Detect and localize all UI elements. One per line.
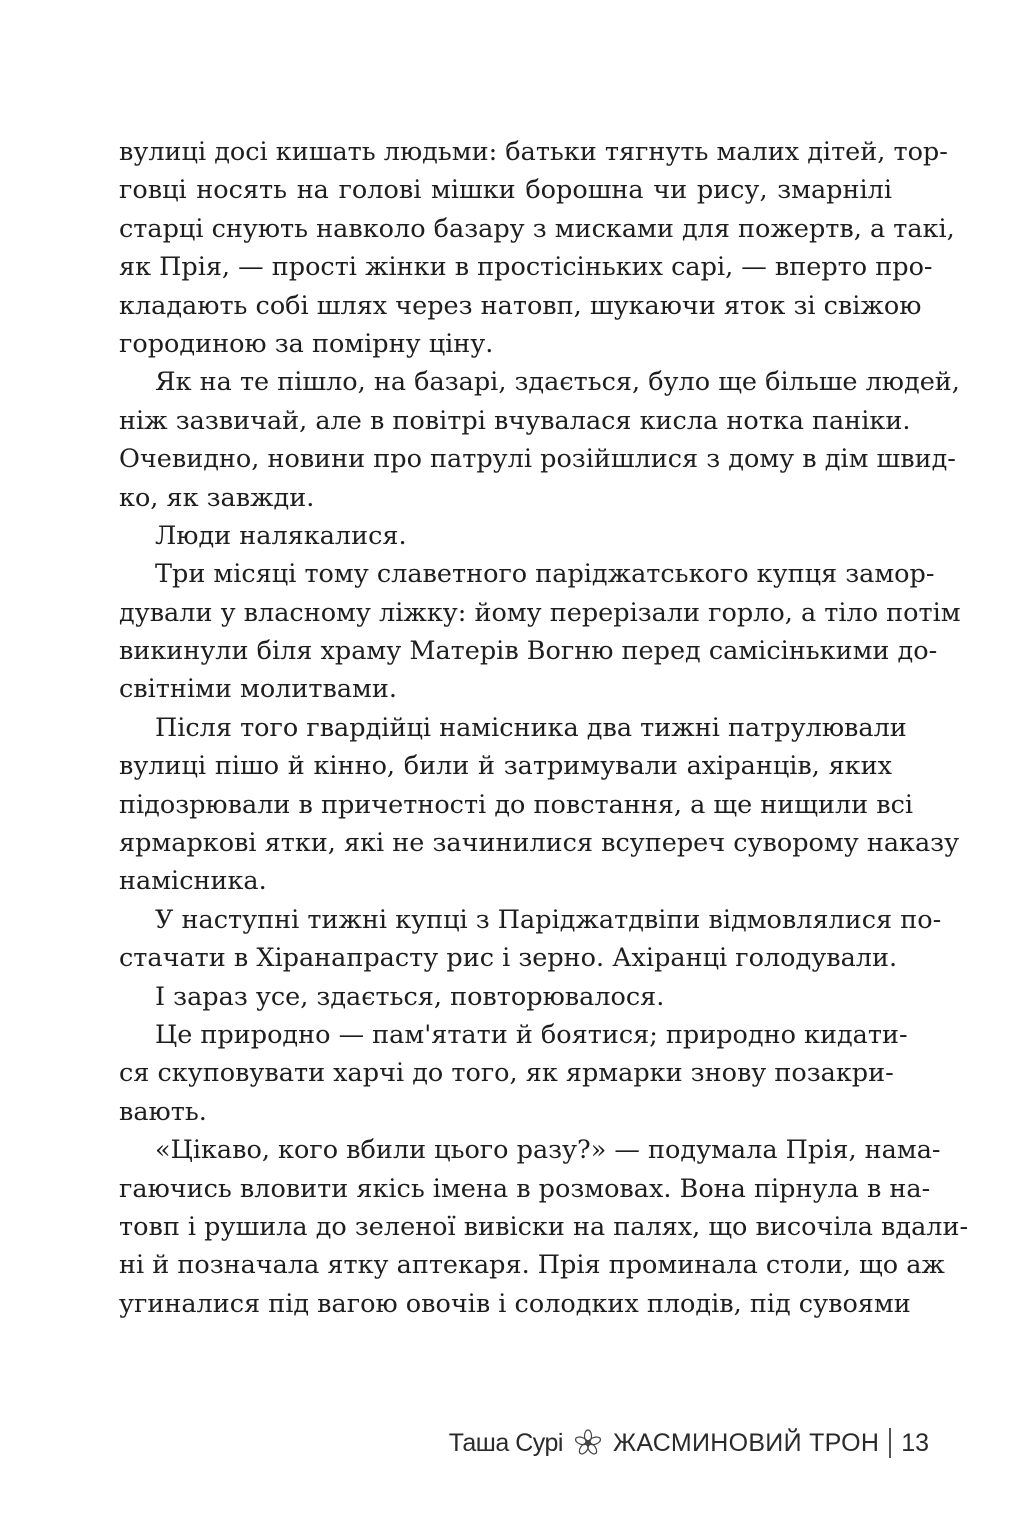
text-line: ко, як завжди. — [119, 482, 315, 513]
text-line: як Прія, — прості жінки в простісіньких сарі, — вперто про- — [119, 252, 933, 283]
text-line: викинули біля храму Матерів Вогню перед самісінькими до- — [119, 636, 938, 667]
text-line: У наступні тижні купці з Паріджатдвіпи відмовлялися по- — [155, 904, 942, 935]
text-line: підозрювали в причетності до повстання, а ще нищили всі — [119, 789, 914, 820]
text-line: ніж зазвичай, але в повітрі вчувалася кисла нотка паніки. — [119, 405, 911, 436]
body-text — [119, 133, 969, 1323]
page-number: 13 — [901, 1428, 929, 1457]
text-line: «Цікаво, кого вбили цього разу?» — подумала Прія, нама- — [155, 1135, 941, 1166]
text-line: Як на те пішло, на базарі, здається, було ще більше людей, — [155, 367, 960, 398]
text-line: Люди налякалися. — [155, 520, 407, 551]
text-line: вулиці досі кишать людьми: батьки тягнуть малих дітей, тор- — [119, 137, 948, 167]
text-line: вулиці пішо й кінно, били й затримували ахіранців, яких — [119, 751, 892, 782]
text-line: говці носять на голові мішки борошна чи рису, змарнілі — [119, 175, 892, 206]
text-line: вають. — [119, 1096, 207, 1127]
text-line: дували у власному ліжку: йому перерізали горло, а тіло потім — [119, 597, 961, 628]
text-line: ні й позначала ятку аптекаря. Прія проминала столи, що аж — [119, 1250, 945, 1281]
text-line: Очевидно, новини про патрулі розійшлися з дому в дім швид- — [119, 444, 956, 475]
text-line: старці снують навколо базару з мисками для пожертв, а такі, — [119, 213, 955, 244]
text-line: Три місяці тому славетного паріджатського купця замор- — [155, 559, 935, 590]
text-line: гаючись вловити якісь імена в розмовах. Вона пірнула в на- — [119, 1173, 931, 1204]
text-line: Це природно — пам'ятати й боятися; природно кидати- — [155, 1019, 908, 1050]
text-line: товп і рушила до зеленої вивіски на палях, що височіла вдали- — [119, 1211, 969, 1242]
text-line: ярмаркові ятки, які не зачинилися всупереч суворому наказу — [119, 828, 960, 859]
text-line: угиналися під вагою овочів і солодких плодів, під сувоями — [119, 1288, 911, 1319]
text-line: стачати в Хіранапрасту рис і зерно. Ахіранці голодували. — [119, 943, 898, 974]
text-line: ся скуповувати харчі до того, як ярмарки знову позакри- — [119, 1058, 894, 1089]
page-footer — [449, 1428, 929, 1458]
text-line: світніми молитвами. — [119, 674, 397, 705]
text-line: Після того гвардійці намісника два тижні патрулювали — [155, 712, 907, 743]
text-line: намісника. — [119, 866, 267, 897]
footer-book-title: ЖАСМИНОВИЙ ТРОН — [612, 1428, 880, 1457]
text-line: І зараз усе, здається, повторювалося. — [155, 981, 665, 1012]
footer-divider — [889, 1428, 891, 1458]
jasmine-flower-icon — [573, 1428, 603, 1458]
text-line: кладають собі шлях через натовп, шукаючи яток зі свіжою — [119, 290, 922, 321]
text-line: городиною за помірну ціну. — [119, 328, 494, 359]
footer-author: Таша Сурі — [448, 1428, 563, 1457]
